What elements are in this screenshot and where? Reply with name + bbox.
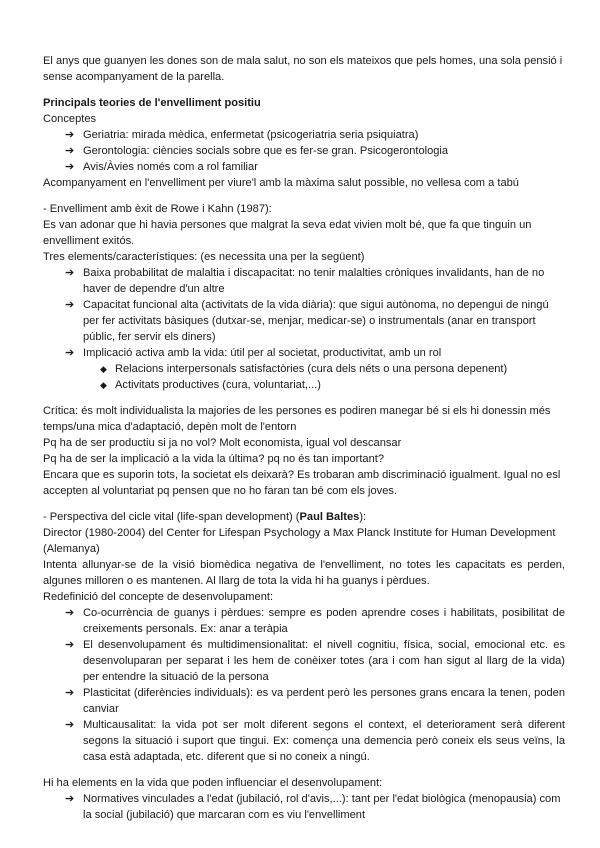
rowe-kahn-desc: Es van adonar que hi havia persones que malgrat la seva edat vivien molt bé, que fa que tinguin un envelliment exitós.	[43, 219, 532, 247]
document-page	[43, 53, 565, 823]
critique-line: Crítica: és molt individualista la majories de les persones es podiren manegar bé si els hi donessin més temps/una mica d'adaptació, depèn molt de l'entorn	[43, 405, 551, 433]
concepts-closing: Acompanyament en l'envelliment per viure'l amb la màxima salut possible, no vellesa com a tabú	[43, 177, 519, 189]
arrow-icon: ➔	[65, 687, 75, 699]
baltes-intent: Intenta allunyar-se de la visió biomèdica negativa de l'envelliment, no totes les capacitats es perden, algunes milloren o es mantenen. Al llarg de tota la vida hi ha guanys i pèrdues.	[43, 559, 565, 587]
critique-line: Encara que es suporin tots, la societat els deixarà? Es trobaran amb discriminació igualment. Igual no esl accepten al voluntariat pq pensen que no ho faran tan bé com els joves.	[43, 469, 561, 497]
intro-paragraph: El anys que guanyen les dones son de mala salut, no son els mateixos que pels homes, una sola pensió i sense acompanyament de la parella.	[43, 55, 563, 83]
sub-list-item: ◆ Activitats productives (cura, voluntariat,...)	[100, 379, 321, 391]
arrow-icon: ➔	[65, 793, 75, 805]
influences-list	[43, 791, 565, 823]
list-item: ➔ El desenvolupament és multidimensionalitat: el nivell cognitiu, física, social, emocional etc. es desenvoluparan per separat i les hem de conèixer totes (ara i com han sigut al llarg de la vida) per entendre la situació de la persona	[65, 639, 565, 683]
arrow-icon: ➔	[65, 639, 75, 651]
elements-list	[43, 265, 565, 393]
arrow-icon: ➔	[65, 347, 75, 359]
critique-line: Pq ha de ser la implicació a la vida la última? pq no és tan important?	[43, 453, 385, 465]
arrow-icon: ➔	[65, 719, 75, 731]
list-item: ➔ Plasticitat (diferències individuals): es va perdent però les persones grans encara la tenen, poden canviar	[65, 687, 565, 715]
list-item: ➔ Baixa probabilitat de malaltia i discapacitat: no tenir malalties cròniques invalidants, han de no haver de dependre d'un altre	[65, 267, 545, 295]
redefinition-label: Redefinició del concepte de desenvolupament:	[43, 591, 274, 603]
diamond-bullet-icon: ◆	[100, 364, 107, 374]
baltes-title: - Perspectiva del cicle vital (life-span development) (Paul Baltes):	[43, 511, 367, 523]
arrow-icon: ➔	[65, 267, 75, 279]
arrow-icon: ➔	[65, 161, 75, 173]
list-item: ➔ Gerontologia: ciències socials sobre que es fer-se gran. Psicogerontologia	[65, 145, 449, 157]
arrow-icon: ➔	[65, 145, 75, 157]
list-item: ➔ Implicació activa amb la vida: útil per al societat, productivitat, amb un rol	[65, 347, 442, 359]
critique-line: Pq ha de ser productiu si ja no vol? Molt economista, igual vol descansar	[43, 437, 402, 449]
list-item: ➔ Multicausalitat: la vida pot ser molt diferent segons el context, el deteriorament serà diferent segons la situació i suport que tingui. Ex: comença una demencia però coneix els seus veïns, la casa està adaptada, etc. diferent que si no coneix a ningú.	[65, 719, 565, 763]
sub-list-item: ◆ Relacions interpersonals satisfactòries (cura dels néts o una persona depenent)	[100, 363, 508, 375]
concepts-label: Conceptes	[43, 113, 97, 125]
arrow-icon: ➔	[65, 129, 75, 141]
list-item: ➔ Avis/Àvies només com a rol familiar	[65, 161, 258, 173]
influences-intro: Hi ha elements en la vida que poden influenciar el desenvolupament:	[43, 777, 383, 789]
list-item: ➔ Capacitat funcional alta (activitats de la vida diària): que sigui autònoma, no depengui de ningú per fer activitats bàsiques (dutxar-se, menjar, medicar-se) o instrumentals (anar en transport públic, fer servir els diners)	[65, 299, 549, 343]
list-item: ➔ Co-ocurrència de guanys i pèrdues: sempre es poden aprendre coses i habilitats, posibilitat de creixements personals. Ex: anar a teràpia	[65, 607, 565, 635]
list-item: ➔ Geriatria: mirada mèdica, enfermetat (psicogeriatria seria psiquiatra)	[65, 129, 419, 141]
baltes-director: Director (1980-2004) del Center for Lifespan Psychology a Max Planck Institute for Human Development (Alemanya)	[43, 527, 556, 555]
rowe-kahn-title: - Envelliment amb èxit de Rowe i Kahn (1987):	[43, 203, 272, 215]
concepts-list	[43, 127, 565, 175]
baltes-list	[43, 605, 565, 765]
arrow-icon: ➔	[65, 299, 75, 311]
list-item: ➔ Normatives vinculades a l'edat (jubilació, rol d'avis,...): tant per l'edat biològica (menopausia) com la social (jubilació) que marcaran com es viu l'envelliment	[65, 793, 561, 821]
elements-label: Tres elements/característiques: (es necessita una per la següent)	[43, 251, 365, 263]
section-heading: Principals teories de l'envelliment positiu	[43, 97, 261, 109]
diamond-bullet-icon: ◆	[100, 380, 107, 390]
arrow-icon: ➔	[65, 607, 75, 619]
